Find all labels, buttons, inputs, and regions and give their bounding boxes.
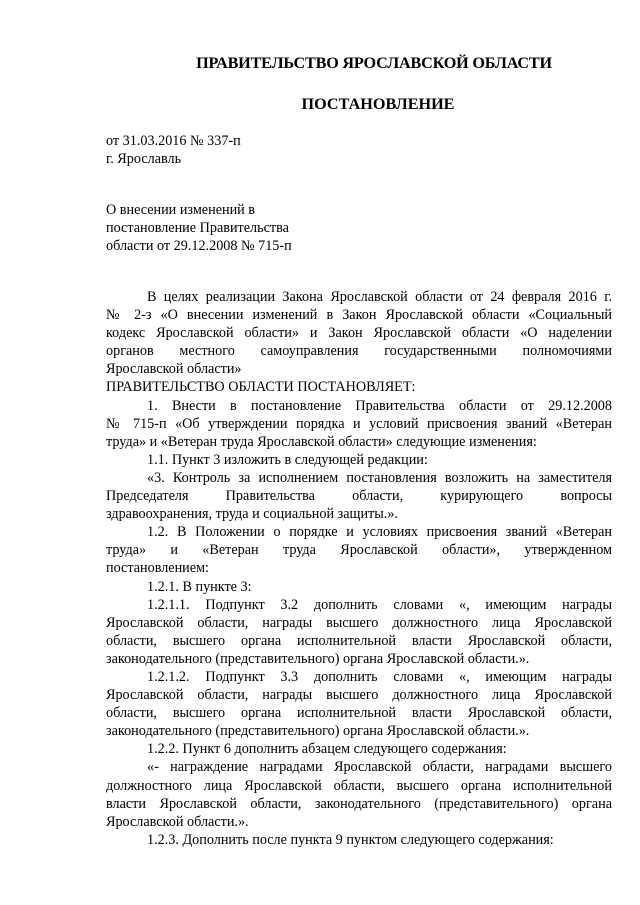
- body-line: кодекс Ярославской области» и Закон Ярославской области «О наделении: [106, 325, 612, 342]
- body-line: 1.2.3. Дополнить после пункта 9 пунктом следующего содержания:: [147, 831, 554, 848]
- body-line: 1. Внести в постановление Правительства области от 29.12.2008: [147, 397, 612, 414]
- subject-line: области от 29.12.2008 № 715-п: [106, 238, 292, 255]
- body-line: В целях реализации Закона Ярославской области от 24 февраля 2016 г.: [147, 289, 612, 305]
- body-line: № 715-п «Об утверждении порядка и условий присвоения званий «Ветеран: [106, 415, 612, 432]
- body-line: власти Ярославской области, законодательного (представительного) органа: [106, 795, 612, 812]
- body-line: постановлением:: [106, 560, 209, 577]
- document-subject: [106, 201, 292, 256]
- body-line: 1.2. В Положении о порядке и условиях присвоения званий «Ветеран: [147, 524, 612, 541]
- body-line: «- награждение наградами Ярославской области, наградами высшего: [147, 759, 612, 776]
- subject-line: постановление Правительства: [106, 220, 289, 237]
- body-line: области, высшего органа исполнительной власти Ярославской области,: [106, 705, 612, 722]
- body-line: органов местного самоуправления государственными полномочиями: [106, 343, 612, 360]
- document-body: [106, 288, 612, 849]
- body-line: здравоохранения, труда и социальной защиты.».: [106, 506, 398, 523]
- document-type-title: ПОСТАНОВЛЕНИЕ: [301, 95, 455, 113]
- document-date-number: от 31.03.2016 № 337-п: [106, 133, 241, 149]
- document-city: г. Ярославль: [106, 151, 182, 167]
- body-line: Ярославской области»: [106, 361, 242, 378]
- body-line: Председателя Правительства области, курирующего вопросы: [106, 488, 612, 505]
- body-line: Ярославской области.».: [106, 813, 249, 830]
- body-line: 1.2.1.2. Подпункт 3.3 дополнить словами «, имеющим награды: [147, 668, 612, 685]
- resolution-heading: ПРАВИТЕЛЬСТВО ОБЛАСТИ ПОСТАНОВЛЯЕТ:: [106, 379, 416, 396]
- government-title: ПРАВИТЕЛЬСТВО ЯРОСЛАВСКОЙ ОБЛАСТИ: [196, 54, 552, 72]
- body-line: области, высшего органа исполнительной власти Ярославской области,: [106, 632, 612, 649]
- body-line: труда» и «Ветеран труда Ярославской области», утвержденном: [106, 542, 612, 559]
- body-line: законодательного (представительного) органа Ярославской области.».: [106, 650, 530, 667]
- body-line: труда» и «Ветеран труда Ярославской области» следующие изменения:: [106, 433, 537, 450]
- body-line: 1.2.1. В пункте 3:: [147, 578, 252, 595]
- body-line: «3. Контроль за исполнением постановления возложить на заместителя: [147, 469, 612, 486]
- body-line: Ярославской области, награды высшего должностного лица Ярославской: [106, 687, 612, 704]
- body-line: 1.2.1.1. Подпункт 3.2 дополнить словами «, имеющим награды: [147, 596, 612, 613]
- body-line: законодательного (представительного) органа Ярославской области.».: [106, 723, 530, 740]
- subject-line: О внесении изменений в: [106, 202, 256, 218]
- body-line: Ярославской области, награды высшего должностного лица Ярославской: [106, 614, 612, 631]
- body-line: № 2-з «О внесении изменений в Закон Ярославской области «Социальный: [106, 307, 612, 324]
- body-line: 1.2.2. Пункт 6 дополнить абзацем следующего содержания:: [147, 741, 507, 758]
- body-line: должностного лица Ярославской области, высшего органа исполнительной: [106, 777, 612, 794]
- body-line: 1.1. Пункт 3 изложить в следующей редакции:: [147, 451, 428, 468]
